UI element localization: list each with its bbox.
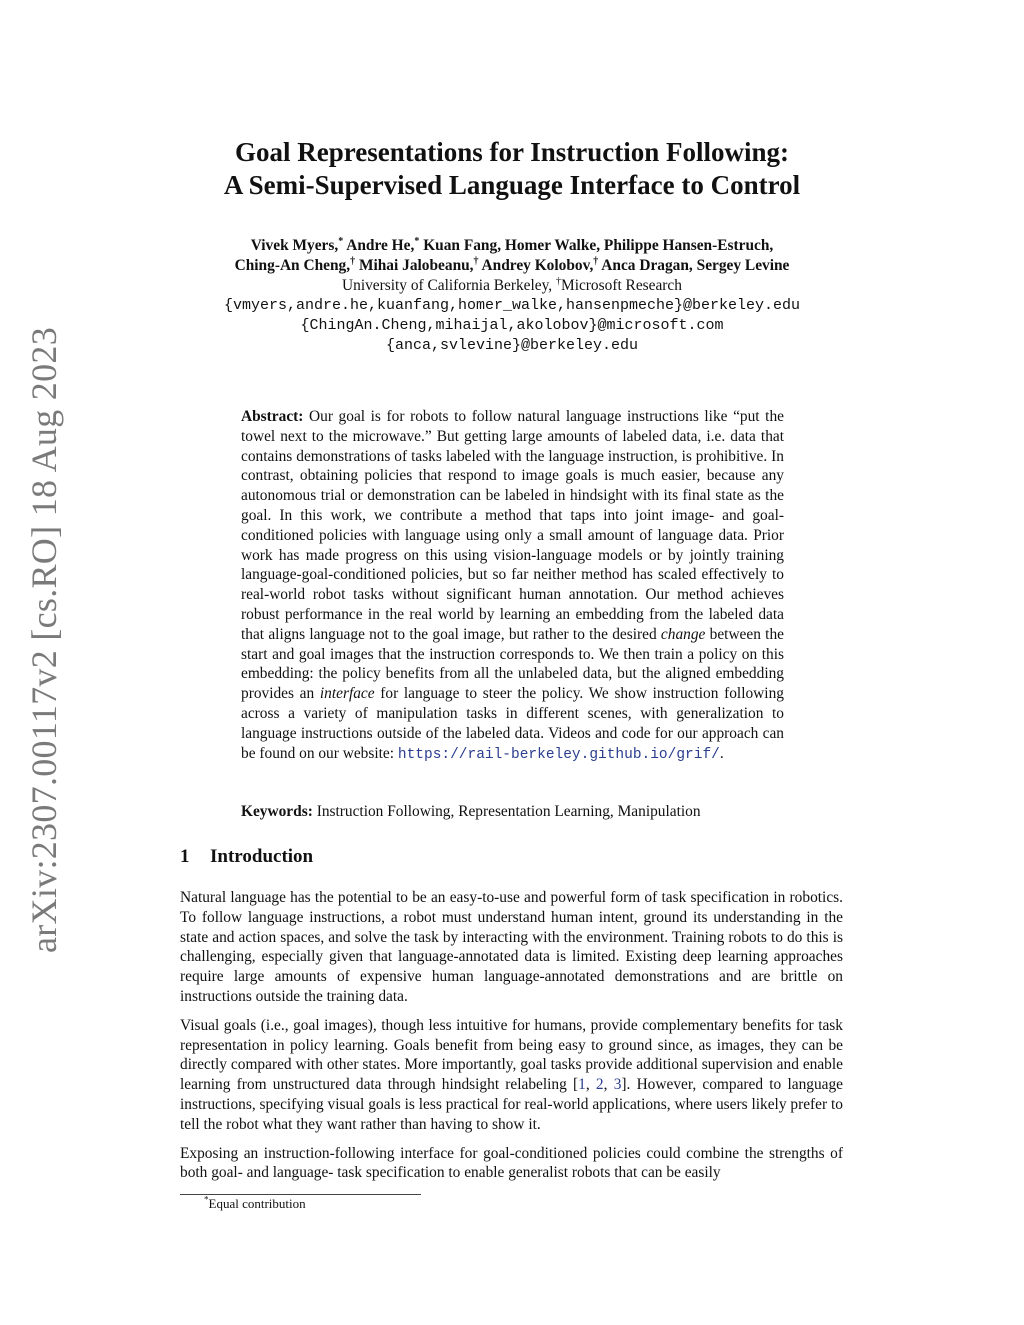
arxiv-identifier: arXiv:2307.00117v2 [cs.RO] 18 Aug 2023: [24, 326, 64, 954]
keywords-text: Instruction Following, Representation Learning, Manipulation: [316, 803, 701, 820]
title-line-1: Goal Representations for Instruction Following:: [234, 137, 789, 167]
email-line-1: {vmyers,andre.he,kuanfang,homer_walke,hansenpmeche}@berkeley.edu: [223, 297, 801, 314]
msr-mark: †: [350, 255, 356, 267]
author-cheng: Ching-An Cheng,: [234, 257, 351, 274]
msr-mark: †: [593, 255, 599, 267]
abstract: [241, 407, 784, 765]
section-heading: [180, 846, 313, 868]
abstract-text-3: for language to steer the policy. We show instruction following across a variety of manipulation tasks in different scenes, with generalization to language instructions outside of the labeled data. Videos and code for our approach can be found on our website:: [241, 685, 784, 762]
author-kolobov: Andrey Kolobov,: [481, 257, 594, 274]
abstract-end: .: [719, 744, 724, 762]
keywords-label: Keywords:: [241, 803, 313, 820]
author-block: [160, 236, 864, 356]
footnote: [204, 1196, 306, 1212]
equal-mark: *: [414, 235, 420, 247]
paragraph-3: Exposing an instruction-following interface for goal-conditioned policies could combine the strengths of both goal- and language- task specification to enable generalist robots that can be easily: [180, 1144, 843, 1182]
email-line-2: {ChingAn.Cheng,mihaijal,akolobov}@microsoft.com: [300, 317, 724, 334]
citation-2[interactable]: 2: [595, 1076, 604, 1094]
msr-mark: †: [473, 255, 479, 267]
footnote-mark: *: [204, 1194, 209, 1205]
author-line-2-rest: Anca Dragan, Sergey Levine: [601, 257, 790, 274]
paper-title: [160, 136, 864, 202]
affiliation-msr: Microsoft Research: [561, 277, 682, 294]
author-jalobeanu: Mihai Jalobeanu,: [358, 257, 474, 274]
citation-3[interactable]: 3: [613, 1076, 622, 1094]
website-link[interactable]: https://rail-berkeley.github.io/grif/: [397, 746, 720, 763]
abstract-emph-interface: interface: [319, 685, 375, 703]
paragraph-1: Natural language has the potential to be an easy-to-use and powerful form of task specification in robotics. To follow language instructions, a robot must understand human intent, ground its understanding in the state and action spaces, and solve the task by interacting with the environment. Training robots to do this is challenging, especially given that language-annotated data is limited. Existing deep learning approaches require large amounts of expensive human language-annotated demonstrations and are brittle on instructions outside the training data.: [180, 889, 843, 1005]
section-title: Introduction: [210, 846, 314, 867]
abstract-label: Abstract:: [241, 408, 304, 425]
author-line-1-rest: Kuan Fang, Homer Walke, Philippe Hansen-Estruch,: [423, 237, 774, 254]
keywords: [241, 802, 784, 822]
author-he: Andre He,: [346, 237, 415, 254]
body-text: [180, 888, 843, 1192]
abstract-emph-change: change: [660, 625, 706, 643]
paragraph-2-text-b: ]. However, compared to language instructions, specifying visual goals is less practical for real-world applications, where users likely prefer to tell the robot what they want rather than having to show it.: [180, 1076, 844, 1133]
abstract-text-1: Our goal is for robots to follow natural language instructions like “put the towel next to the microwave.” But getting large amounts of labeled data, i.e. data that contains demonstrations of tasks labeled with the language instruction, is prohibitive. In contrast, obtaining policies that respond to image goals is much easier, because any autonomous trial or demonstration can be labeled in hindsight with its final state as the goal. In this work, we contribute a method that taps into joint image- and goal- conditioned policies with language using only a small amount of language data. Prior work has made progress on this using vision-language models or by jointly training language-goal-conditioned policies, but so far neither method has scaled effectively to real-world robot tasks without significant human annotation. Our method achieves robust performance in the real world by learning an embedding from the labeled data that aligns language not to the goal image, but rather to the desired: [241, 408, 784, 643]
abstract-text-2: between the start and goal images that the instruction corresponds to. We then train a policy on this embedding: the policy benefits from all the unlabeled data, but the aligned embedding provides an: [241, 625, 784, 703]
section-number: 1: [180, 846, 190, 867]
msr-mark: †: [556, 275, 562, 287]
footnote-text: Equal contribution: [208, 1196, 306, 1211]
email-line-3: {anca,svlevine}@berkeley.edu: [385, 337, 639, 354]
author-myers: Vivek Myers,: [250, 237, 339, 254]
citation-1[interactable]: 1: [578, 1076, 586, 1094]
paragraph-2: Visual goals (i.e., goal images), though less intuitive for humans, provide complementary benefits for task representation in policy learning. Goals benefit from being easy to ground since, as images, they can be directly compared with other states. More importantly, goal tasks provide additional supervision and enable learning from unstructured data through hindsight relabeling [1, 2, 3]. However, compared to language instructions, specifying visual goals is less practical for real-world applications, where users likely prefer to tell the robot what they want rather than having to show it.: [180, 1016, 844, 1133]
affiliations: [160, 276, 864, 296]
affiliation-berkeley: University of California Berkeley,: [342, 277, 553, 294]
footnote-rule: [180, 1194, 421, 1195]
author-line-2: [160, 256, 864, 276]
author-line-1: [160, 236, 864, 256]
title-line-2: A Semi-Supervised Language Interface to Control: [223, 170, 801, 200]
equal-mark: *: [338, 235, 344, 247]
paragraph-2-text-a: Visual goals (i.e., goal images), though less intuitive for humans, provide complementary benefits for task representation in policy learning. Goals benefit from being easy to ground since, as images, they can be directly compared with other states. More importantly, goal tasks provide additional supervision and enable learning from unstructured data through hindsight relabeling [: [180, 1016, 843, 1094]
